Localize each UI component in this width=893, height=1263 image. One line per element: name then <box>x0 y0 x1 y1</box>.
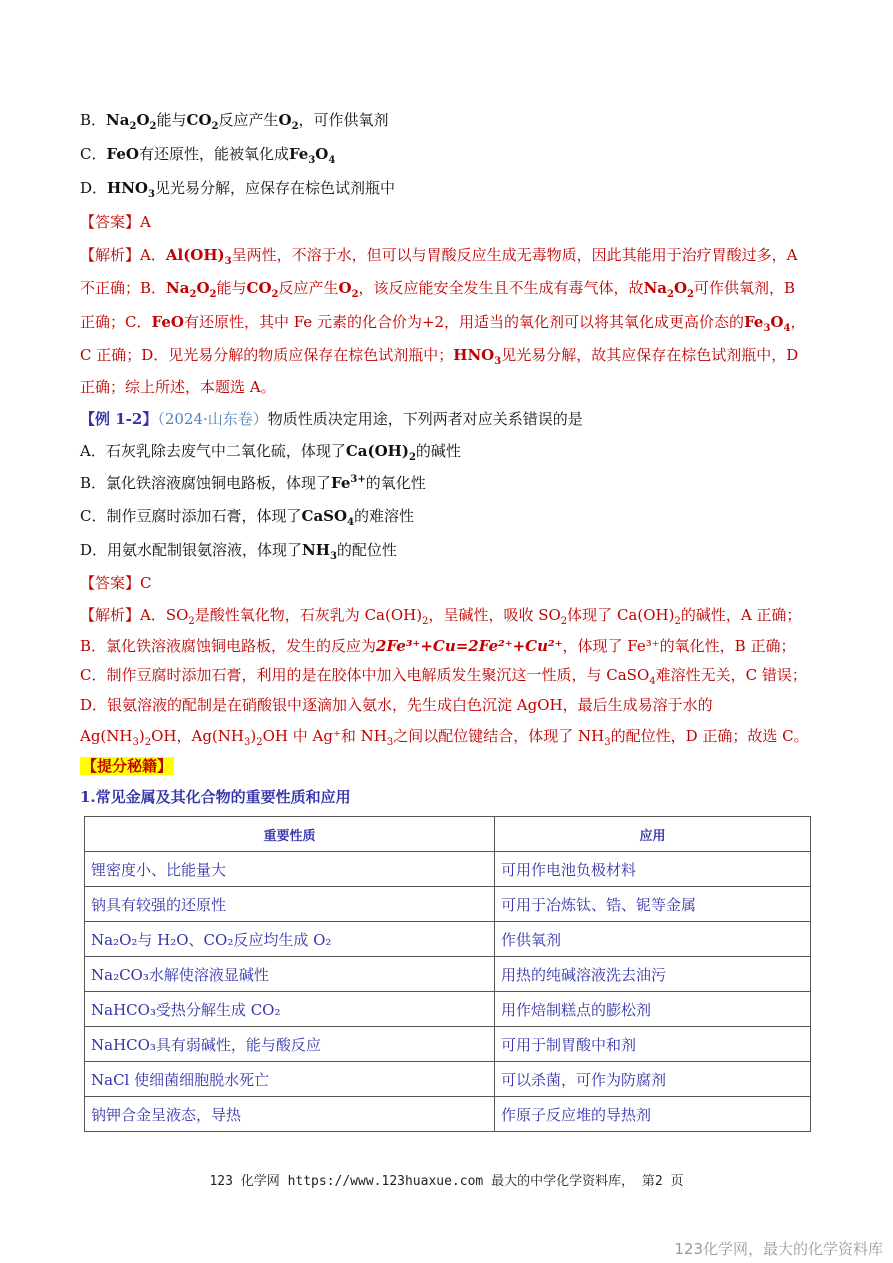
explanation-2-line-1: 【解析】A．$SO_2$是酸性氧化物，石灰乳为 $Ca(OH)_2$，呈碱性，吸收 $SO_2$体现了 $Ca(OH)_2$的碱性，A 正确； <box>80 606 802 627</box>
section-title: 1.常见金属及其化合物的重要性质和应用 <box>80 788 351 806</box>
option-b-2: B．氯化铁溶液腐蚀铜电路板，体现了$Fe^{3+}$的氧化性 <box>80 474 426 492</box>
option-c-2: C．制作豆腐时添加石膏，体现了CaSO$_4$的难溶性 <box>80 507 415 528</box>
example-source: （2024·山东卷） <box>157 410 268 428</box>
properties-table <box>84 816 811 1132</box>
option-d-2: D．用氨水配制银氨溶液，体现了$NH_3$的配位性 <box>80 541 397 562</box>
header-property: 重要性质 <box>85 817 495 852</box>
table-row: NaCl 使细菌细胞脱水死亡 可以杀菌，可作为防腐剂 <box>85 1062 811 1097</box>
explanation-1-line-2: 不正确；B．$Na_2O_2$能与$CO_2$反应产生$O_2$，该反应能安全发生且不生成有毒气体，故$Na_2O_2$可作供氧剂，B <box>80 279 796 300</box>
explanation-1-line-1: 【解析】A．$Al(OH)_3$呈两性，不溶于水，但可以与胃酸反应生成无毒物质，因此其能用于治疗胃酸过多，A <box>80 246 798 267</box>
table-row: 锂密度小、比能量大 可用作电池负极材料 <box>85 852 811 887</box>
table-row: 钠具有较强的还原性 可用于冶炼钛、锆、铌等金属 <box>85 887 811 922</box>
table-row: NaHCO₃具有弱碱性，能与酸反应 可用于制胃酸中和剂 <box>85 1027 811 1062</box>
answer-2: 【答案】C <box>80 574 152 592</box>
answer-1: 【答案】A <box>80 213 151 231</box>
explanation-1-line-4: C 正确；D．见光易分解的物质应保存在棕色试剂瓶中；$HNO_3$见光易分解，故其应保存在棕色试剂瓶中，D <box>80 346 799 367</box>
table-row: 钠钾合金呈液态，导热 作原子反应堆的导热剂 <box>85 1097 811 1132</box>
header-application: 应用 <box>495 817 811 852</box>
example-heading: 【例 1-2】（2024·山东卷）物质性质决定用途，下列两者对应关系错误的是 <box>80 410 583 428</box>
watermark: 123化学网，最大的化学资料库 <box>674 1240 883 1258</box>
explanation-2-line-2: B．氯化铁溶液腐蚀铜电路板，发生的反应为2Fe³⁺+Cu=2Fe²⁺+Cu²⁺，体现了 Fe³⁺的氧化性，B 正确； <box>80 637 796 655</box>
reaction-equation: 2Fe³⁺+Cu=2Fe²⁺+Cu²⁺ <box>376 637 563 655</box>
table-row: Na₂O₂与 H₂O、CO₂反应均生成 O₂ 作供氧剂 <box>85 922 811 957</box>
option-a-2: A．石灰乳除去废气中二氧化硫，体现了$Ca(OH)_2$的碱性 <box>80 442 461 463</box>
example-label: 【例 1-2】 <box>80 410 158 428</box>
tips-heading: 【提分秘籍】 <box>82 757 173 775</box>
explanation-1-line-5: 正确；综上所述，本题选 A。 <box>80 378 276 396</box>
explanation-2-line-5: $Ag(NH_3)_2OH$，$Ag(NH_3)_2OH$ 中 Ag⁺和 $NH_3$之间以配位键结合，体现了 $NH_3$的配位性，D 正确；故选 C。 <box>80 727 809 748</box>
explanation-1-line-3: 正确；C．FeO有还原性，其中 Fe 元素的化合价为+2，用适当的氧化剂可以将其氧化成更高价态的$Fe_3O_4$， <box>80 313 806 334</box>
table-row: Na₂CO₃水解使溶液显碱性 用热的纯碱溶液洗去油污 <box>85 957 811 992</box>
page-footer: 123 化学网 https://www.123huaxue.com 最大的中学化学资料库， 第2 页 <box>209 1174 684 1189</box>
answer-label: 【答案】 <box>80 213 141 231</box>
table-header-row <box>85 817 811 852</box>
explanation-2-line-3: C．制作豆腐时添加石膏，利用的是在胶体中加入电解质发生聚沉这一性质，与 CaSO$_4$难溶性无关，C 错误； <box>80 666 807 687</box>
option-c-1: C．FeO有还原性，能被氧化成$Fe_3O_4$ <box>80 145 336 166</box>
option-b-1: B．$Na_2O_2$能与$CO_2$反应产生$O_2$，可作供氧剂 <box>80 111 389 132</box>
table-row: NaHCO₃受热分解生成 CO₂ 用作焙制糕点的膨松剂 <box>85 992 811 1027</box>
option-d-1: D．$HNO_3$见光易分解，应保存在棕色试剂瓶中 <box>80 179 395 200</box>
explanation-2-line-4: D．银氨溶液的配制是在硝酸银中逐滴加入氨水，先生成白色沉淀 AgOH，最后生成易溶于水的 <box>80 696 713 714</box>
